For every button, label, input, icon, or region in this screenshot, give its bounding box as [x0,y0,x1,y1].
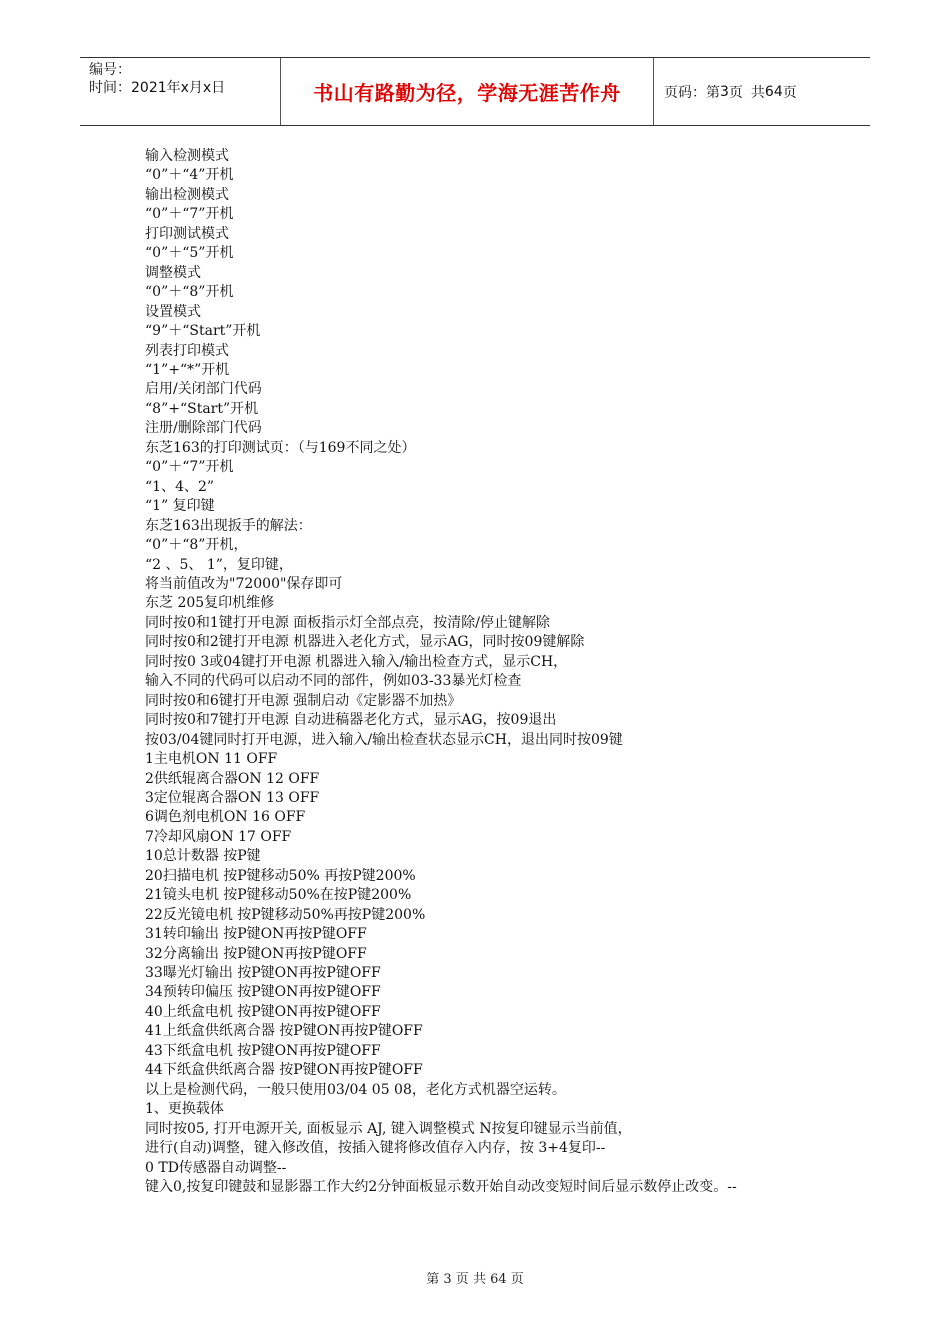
text-line: 输入不同的代码可以启动不同的部件，例如03-33暴光灯检查 [145,673,522,690]
text-line: “0”＋“8”开机， [145,537,248,554]
text-line: 将当前值改为"72000"保存即可 [145,575,343,592]
page-number: 3 [720,83,729,100]
text-line: “0”＋“8”开机 [145,284,234,301]
footer-total-pages: 64 [490,1272,507,1287]
text-line: “9”＋“Start”开机 [145,323,261,340]
text-line: 启用/关闭部门代码 [145,381,262,398]
date-label: 时间：2021年x月x日 [89,80,226,96]
text-line: “0”＋“7”开机 [145,206,234,223]
text-line: 列表打印模式 [145,342,229,359]
header-motto: 书山有路勤为径，学海无涯苦作舟 [313,81,621,105]
text-line: 32分离输出 按P键ON再按P键OFF [145,945,367,962]
text-line: 东芝163出现扳手的解法： [145,517,312,534]
text-line: 东芝163的打印测试页：（与169不同之处） [145,439,416,456]
text-line: 22反光镜电机 按P键移动50%再按P键200% [145,906,426,923]
text-line: 打印测试模式 [145,225,229,242]
text-line: “0”＋“7”开机 [145,459,234,476]
footer-page-mid: 页 [455,1272,469,1287]
header-motto-cell [281,58,654,125]
text-line: 注册/删除部门代码 [145,420,262,437]
total-suffix: 页 [782,84,797,101]
text-line: “0”＋“4”开机 [145,167,234,184]
header-meta [80,58,281,125]
text-line: 设置模式 [145,303,201,320]
text-line: 同时按0和6键打开电源 强制启动《定影器不加热》 [145,692,462,709]
text-line: 21镜头电机 按P键移动50%在按P键200% [145,887,412,904]
total-prefix: 共 [750,84,765,101]
text-line: “1、4、2” [145,478,215,495]
text-line: 1、更换载体 [145,1101,224,1118]
serial-number-label: 编号： [89,62,131,78]
document-body [145,147,805,1197]
footer-first: 第 [426,1272,440,1287]
page-prefix: 页码：第 [664,84,720,101]
text-line: 以上是检测代码，一般只使用03/04 05 08，老化方式机器空运转。 [145,1081,566,1098]
text-line: 按03/04键同时打开电源，进入输入/输出检查状态显示CH，退出同时按09键 [145,731,623,748]
page-footer [0,1268,950,1287]
text-line: 进行(自动)调整，键入修改值，按插入键将修改值存入内存，按 3+4复印-- [145,1140,606,1157]
footer-page-number: 3 [443,1272,452,1287]
text-line: 1主电机ON 11 OFF [145,751,278,768]
text-line: 31转印输出 按P键ON再按P键OFF [145,926,367,943]
text-line: 40上纸盒电机 按P键ON再按P键OFF [145,1003,381,1020]
page-mid: 页 [728,84,743,101]
total-pages: 64 [764,83,783,100]
header-page-info [654,58,870,125]
text-line: “2 、5、 1”，复印键， [145,556,293,573]
text-line: 输出检测模式 [145,186,229,203]
text-line: 同时按0 3或04键打开电源 机器进入输入/输出检查方式，显示CH， [145,653,568,670]
text-line: “0”＋“5”开机 [145,245,234,262]
text-line: 41上纸盒供纸离合器 按P键ON再按P键OFF [145,1023,423,1040]
footer-total-prefix: 共 [472,1272,486,1287]
text-line: 44下纸盒供纸离合器 按P键ON再按P键OFF [145,1062,423,1079]
footer-total-suffix: 页 [510,1272,524,1287]
text-line: “1” 复印键 [145,498,215,515]
text-line: 同时按0和2键打开电源 机器进入老化方式，显示AG，同时按09键解除 [145,634,585,651]
text-line: “8”+“Start”开机 [145,400,259,417]
text-line: 东芝 205复印机维修 [145,595,275,612]
text-line: 调整模式 [145,264,201,281]
text-line: 2供纸辊离合器ON 12 OFF [145,770,320,787]
text-line: 6调色剂电机ON 16 OFF [145,809,306,826]
text-line: 0 TD传感器自动调整-- [145,1159,287,1176]
text-line: 同时按0和7键打开电源 自动进稿器老化方式，显示AG，按09退出 [145,712,557,729]
text-line: 34预转印偏压 按P键ON再按P键OFF [145,984,381,1001]
text-line: 3定位辊离合器ON 13 OFF [145,789,320,806]
text-line: 10总计数器 按P键 [145,848,261,865]
text-line: “1”+“*”开机 [145,361,230,378]
text-line: 同时按05, 打开电源开关, 面板显示 AJ, 键入调整模式 N按复印键显示当前值， [145,1120,632,1137]
text-line: 33曝光灯输出 按P键ON再按P键OFF [145,965,381,982]
text-line: 键入0,按复印键鼓和显影器工作大约2分钟面板显示数开始自动改变短时间后显示数停止改变。-- [145,1179,737,1196]
text-line: 输入检测模式 [145,148,229,164]
page-header [80,57,870,126]
text-line: 43下纸盒电机 按P键ON再按P键OFF [145,1042,381,1059]
text-line: 同时按0和1键打开电源 面板指示灯全部点亮，按清除/停止键解除 [145,614,550,631]
text-line: 20扫描电机 按P键移动50% 再按P键200% [145,867,416,884]
text-line: 7冷却风扇ON 17 OFF [145,828,292,845]
